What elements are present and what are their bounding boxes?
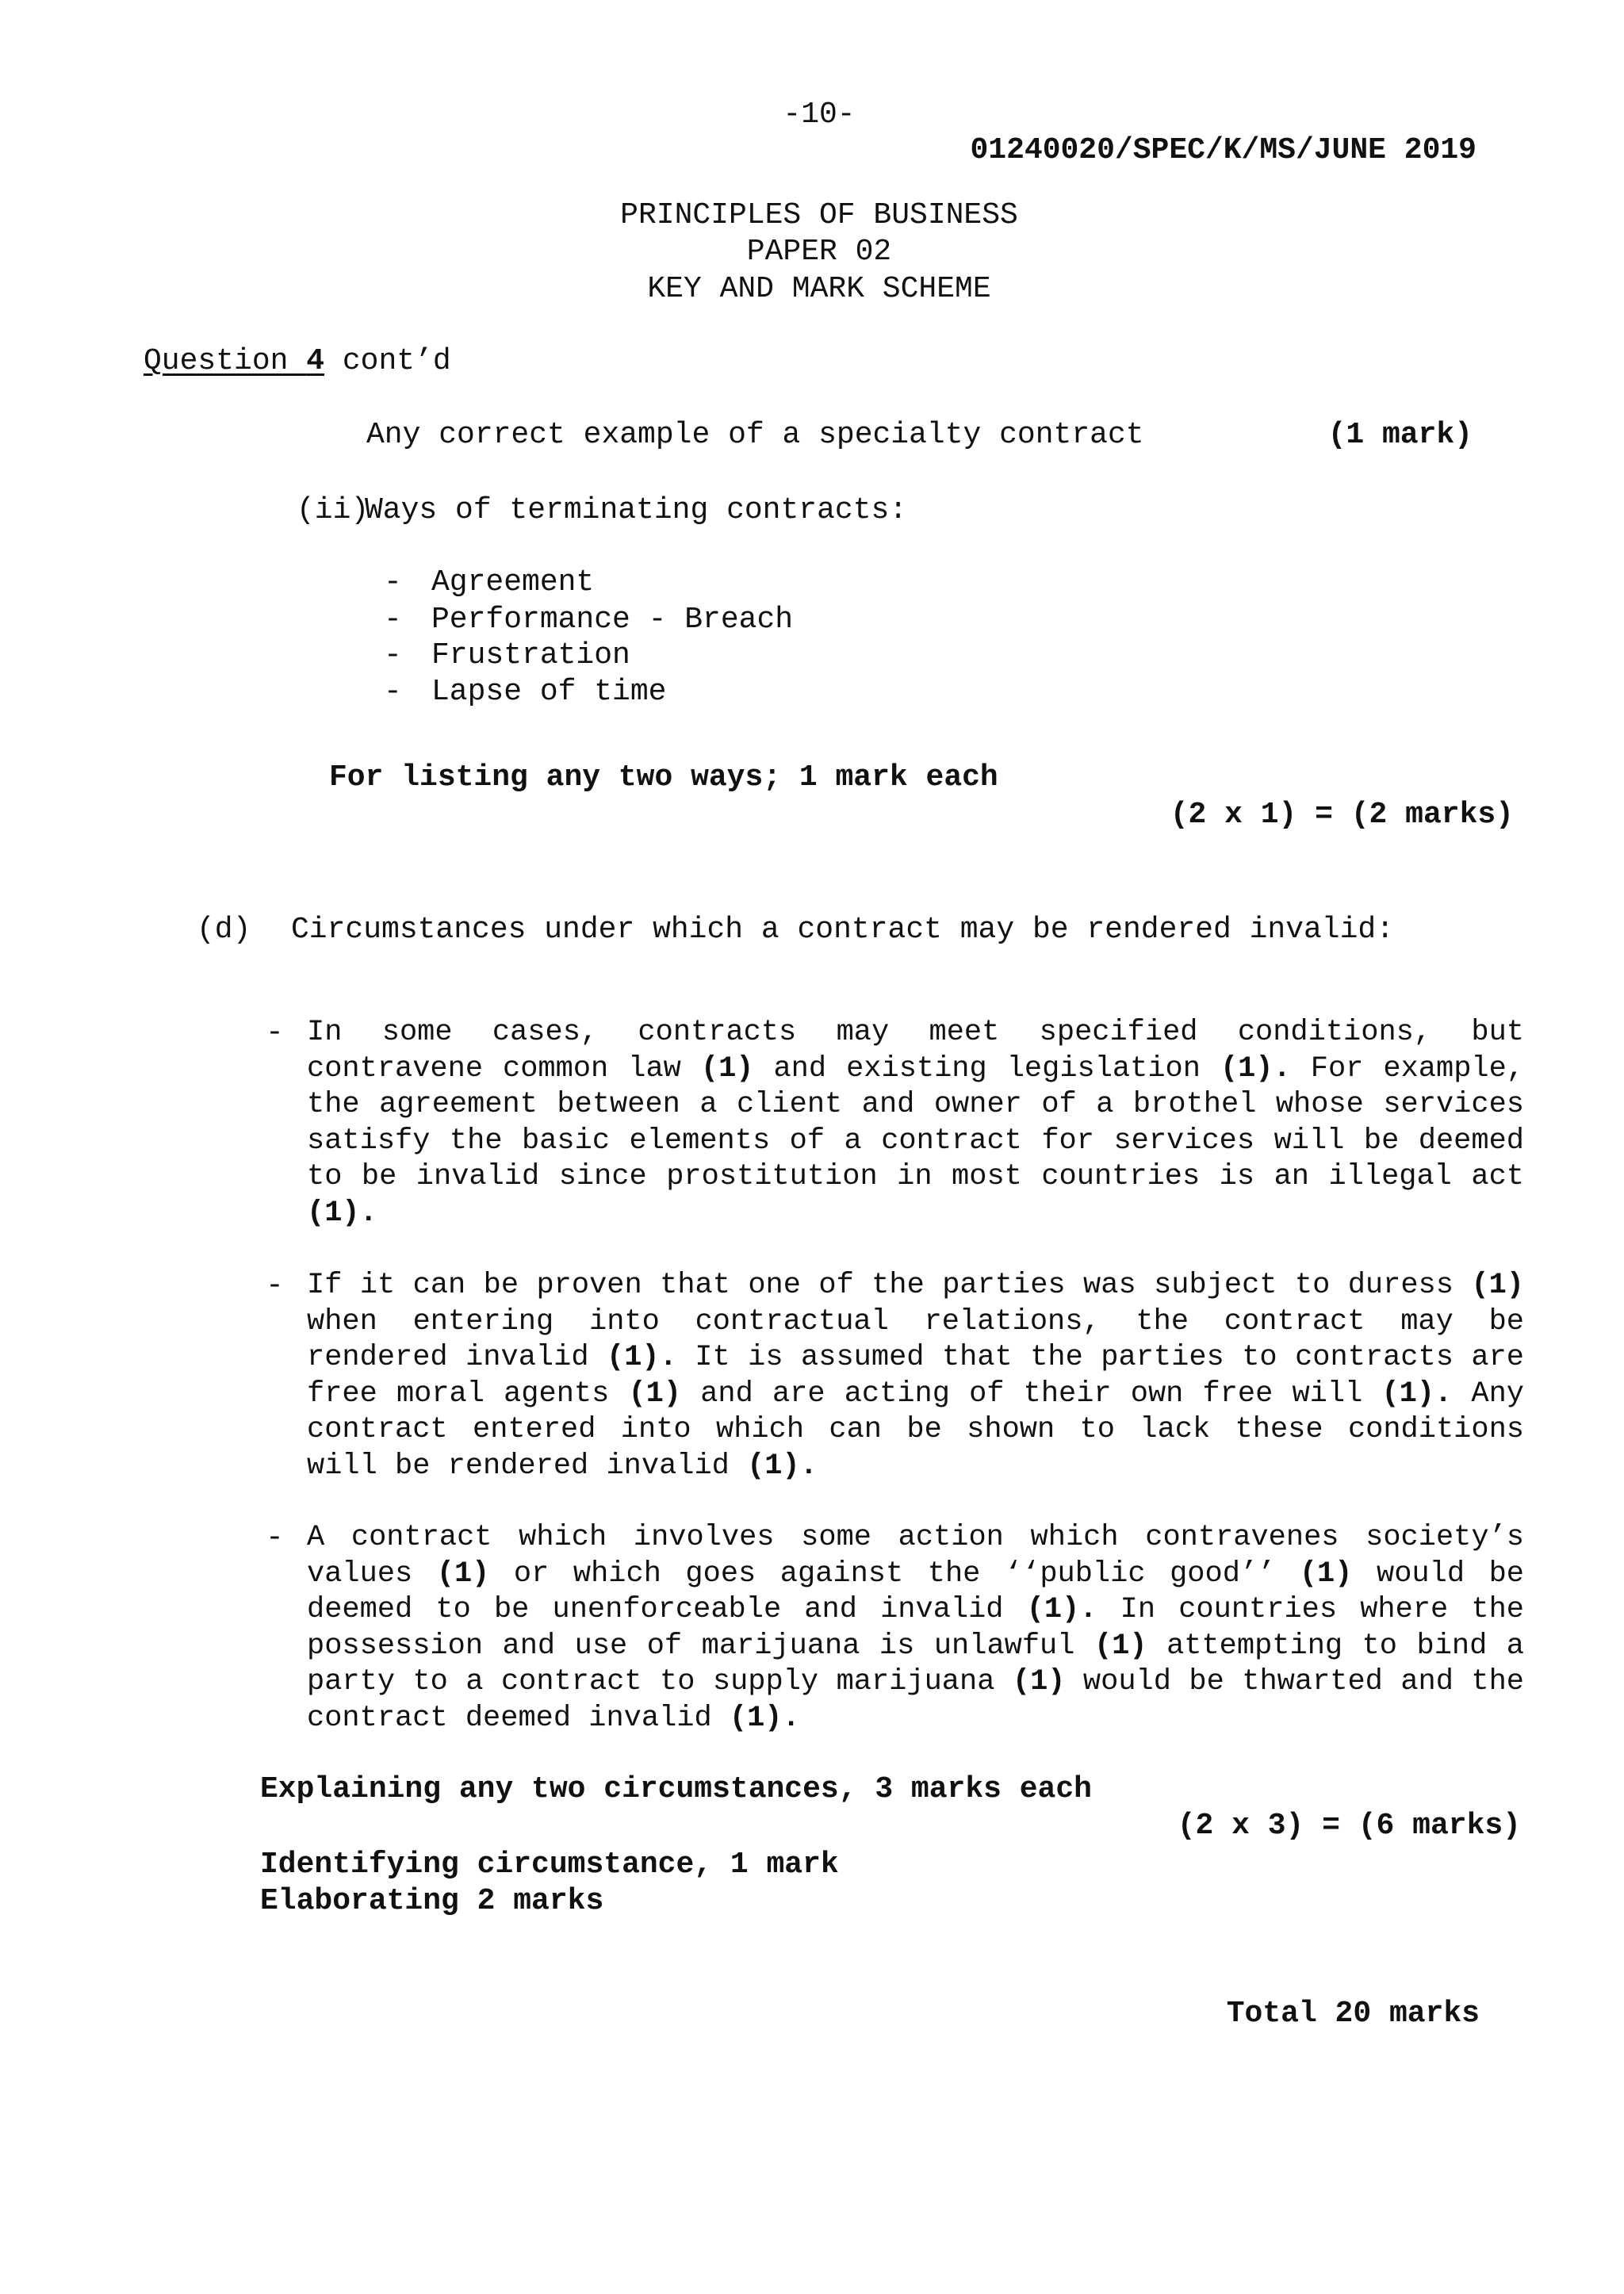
paragraph-text: would be deemed to be unenforceable and invalid bbox=[307, 1557, 1524, 1626]
list-dash: - bbox=[384, 638, 402, 672]
mark-allocation: (1). bbox=[1026, 1593, 1097, 1626]
list-item: Frustration bbox=[431, 638, 630, 672]
document-code: 01240020/SPEC/K/MS/JUNE 2019 bbox=[970, 133, 1477, 167]
paragraph-text: In countries where the possession and use of marijuana is unlawful bbox=[307, 1593, 1524, 1663]
circumstance-paragraph bbox=[307, 1520, 1524, 1737]
circumstance-paragraph bbox=[307, 1268, 1524, 1484]
total-marks: Total 20 marks bbox=[1226, 1997, 1480, 2031]
question-suffix: cont’d bbox=[324, 344, 451, 378]
part-ii-instruction: For listing any two ways; 1 mark each bbox=[329, 760, 998, 795]
mark-allocation: (1). bbox=[729, 1701, 800, 1735]
bullet-dash: - bbox=[266, 1016, 284, 1050]
list-dash: - bbox=[384, 675, 402, 709]
paragraph-text: It is assumed that the parties to contracts are free moral agents bbox=[307, 1341, 1524, 1411]
paragraph-text: or which goes against the ‘‘public good’’ bbox=[489, 1557, 1300, 1591]
part-ii-heading: Ways of terminating contracts: bbox=[365, 493, 908, 527]
paragraph-text: would be thwarted and the contract deemed invalid bbox=[307, 1665, 1524, 1735]
part-ii-label: (ii) bbox=[297, 493, 370, 527]
mark-allocation: (1) bbox=[1471, 1269, 1524, 1302]
part-d-heading: Circumstances under which a contract may be rendered invalid: bbox=[291, 913, 1395, 947]
page-number: -10- bbox=[783, 98, 856, 132]
specialty-example-text: Any correct example of a specialty contract bbox=[366, 418, 1144, 452]
question-prefix: Question bbox=[144, 344, 307, 378]
list-item: Lapse of time bbox=[431, 675, 667, 709]
mark-allocation: (1). bbox=[747, 1449, 818, 1483]
list-dash: - bbox=[384, 603, 402, 637]
mark-allocation: (1) bbox=[1094, 1629, 1147, 1663]
part-d-marks: (2 x 3) = (6 marks) bbox=[1177, 1809, 1521, 1843]
mark-allocation: (1) bbox=[628, 1377, 682, 1411]
mark-allocation: (1) bbox=[1012, 1665, 1066, 1698]
paragraph-text: If it can be proven that one of the parties was subject to duress bbox=[307, 1269, 1472, 1302]
list-item: Agreement bbox=[431, 565, 595, 599]
title-subject: PRINCIPLES OF BUSINESS bbox=[620, 198, 1018, 232]
elaborating-note: Elaborating 2 marks bbox=[260, 1884, 604, 1918]
identifying-note: Identifying circumstance, 1 mark bbox=[260, 1848, 839, 1882]
paragraph-text: In some cases, contracts may meet specified conditions, but contravene common law bbox=[307, 1016, 1524, 1086]
specialty-marks: (1 mark) bbox=[1327, 418, 1473, 452]
mark-allocation: (1) bbox=[1299, 1557, 1353, 1591]
circumstance-paragraph bbox=[307, 1015, 1524, 1231]
bullet-dash: - bbox=[266, 1521, 284, 1555]
part-d-instruction: Explaining any two circumstances, 3 marks each bbox=[260, 1772, 1092, 1806]
title-paper: PAPER 02 bbox=[746, 235, 892, 269]
mark-allocation: (1). bbox=[1381, 1377, 1453, 1411]
paragraph-text: A contract which involves some action which contravenes society’s values bbox=[307, 1521, 1524, 1591]
part-ii-marks: (2 x 1) = (2 marks) bbox=[1170, 798, 1514, 832]
paragraph-text: attempting to bind a party to a contract to supply marijuana bbox=[307, 1629, 1524, 1698]
paragraph-text: Any contract entered into which can be shown to lack these conditions will be rendered invalid bbox=[307, 1377, 1524, 1483]
mark-allocation: (1) bbox=[700, 1051, 754, 1086]
question-heading bbox=[144, 343, 451, 380]
paragraph-text: and are acting of their own free will bbox=[681, 1377, 1382, 1411]
mark-allocation: (1). bbox=[307, 1196, 377, 1230]
paragraph-text: For example, the agreement between a client and owner of a brothel whose services satisfy the basic elements of a contract for services will be deemed to be invalid since prostitution in most countries is an illegal act bbox=[307, 1051, 1525, 1193]
paragraph-text: and existing legislation bbox=[753, 1051, 1220, 1086]
part-d-label: (d) bbox=[197, 913, 251, 947]
paragraph-text: when entering into contractual relations, the contract may be rendered invalid bbox=[307, 1304, 1524, 1374]
mark-allocation: (1) bbox=[436, 1557, 490, 1591]
question-number: 4 bbox=[306, 344, 325, 378]
title-scheme: KEY AND MARK SCHEME bbox=[647, 272, 991, 306]
list-dash: - bbox=[384, 565, 402, 599]
bullet-dash: - bbox=[266, 1269, 284, 1303]
mark-allocation: (1). bbox=[1220, 1051, 1291, 1086]
list-item: Performance - Breach bbox=[431, 603, 794, 637]
mark-allocation: (1). bbox=[607, 1341, 677, 1374]
